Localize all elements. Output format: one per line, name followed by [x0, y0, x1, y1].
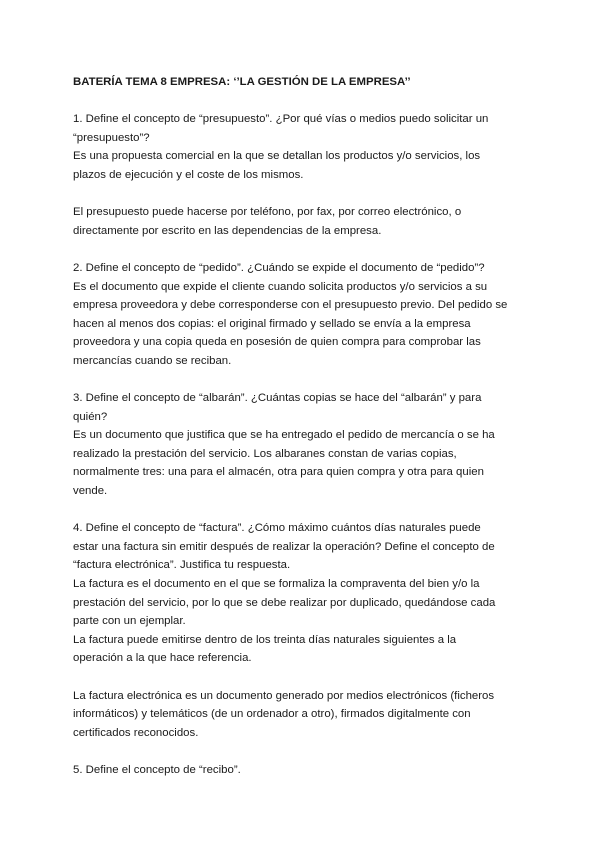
text-line: Es el documento que expide el cliente cuando solicita productos y/o servicios a su [73, 280, 488, 293]
paragraph-q1-extra [73, 203, 533, 240]
text-line: La factura puede emitirse dentro de los treinta días naturales siguientes a la [73, 633, 457, 646]
text-line: 1. Define el concepto de “presupuesto”. ¿Por qué vías o medios puedo solicitar un [73, 113, 489, 126]
text-line: informáticos) y telemáticos (de un ordenador a otro), firmados digitalmente con [73, 708, 471, 721]
text-line: proveedora y una copia queda en posesión de quien compra para comprobar las [73, 336, 481, 349]
text-line: plazos de ejecución y el coste de los mismos. [73, 168, 304, 181]
paragraph-q4-extra [73, 687, 533, 743]
text-line: directamente por escrito en las dependencias de la empresa. [73, 224, 382, 237]
text-line: 5. Define el concepto de “recibo”. [73, 763, 241, 776]
paragraph-q3 [73, 389, 533, 501]
text-line: 4. Define el concepto de “factura”. ¿Cómo máximo cuántos días naturales puede [73, 522, 481, 535]
text-line: quién? [73, 410, 108, 423]
text-line: operación a la que hace referencia. [73, 652, 252, 665]
document-content [73, 73, 533, 798]
paragraph-q2 [73, 259, 533, 371]
text-line: certificados reconocidos. [73, 726, 199, 739]
text-line: “factura electrónica”. Justifica tu respuesta. [73, 559, 291, 572]
text-line: normalmente tres: una para el almacén, otra para quien compra y otra para quien [73, 466, 484, 479]
text-line: El presupuesto puede hacerse por teléfono, por fax, por correo electrónico, o [73, 206, 462, 219]
text-line: “presupuesto”? [73, 131, 150, 144]
text-line: parte con un ejemplar. [73, 615, 186, 628]
paragraph-q1 [73, 110, 533, 184]
paragraph-q5 [73, 761, 533, 780]
text-line: prestación del servicio, por lo que se debe realizar por duplicado, quedándose cada [73, 596, 496, 609]
document-title: BATERÍA TEMA 8 EMPRESA: ‘’LA GESTIÓN DE LA EMPRESA’’ [73, 76, 411, 88]
text-line: 3. Define el concepto de “albarán”. ¿Cuántas copias se hace del “albarán” y para [73, 392, 482, 405]
text-line: La factura es el documento en el que se formaliza la compraventa del bien y/o la [73, 578, 480, 591]
text-line: realizado la prestación del servicio. Los albaranes constan de varias copias, [73, 447, 457, 460]
text-line: 2. Define el concepto de “pedido”. ¿Cuándo se expide el documento de “pedido”? [73, 261, 485, 274]
text-line: Es un documento que justifica que se ha entregado el pedido de mercancía o se ha [73, 429, 495, 442]
text-line: hacen al menos dos copias: el original firmado y sellado se envía a la empresa [73, 317, 471, 330]
text-line: Es una propuesta comercial en la que se detallan los productos y/o servicios, los [73, 150, 481, 163]
text-line: estar una factura sin emitir después de realizar la operación? Define el concepto de [73, 540, 495, 553]
text-line: empresa proveedora y debe corresponderse con el presupuesto previo. Del pedido se [73, 299, 508, 312]
text-line: mercancías cuando se reciban. [73, 354, 232, 367]
text-line: vende. [73, 485, 108, 498]
text-line: La factura electrónica es un documento generado por medios electrónicos (ficheros [73, 689, 495, 702]
paragraph-q4 [73, 519, 533, 668]
